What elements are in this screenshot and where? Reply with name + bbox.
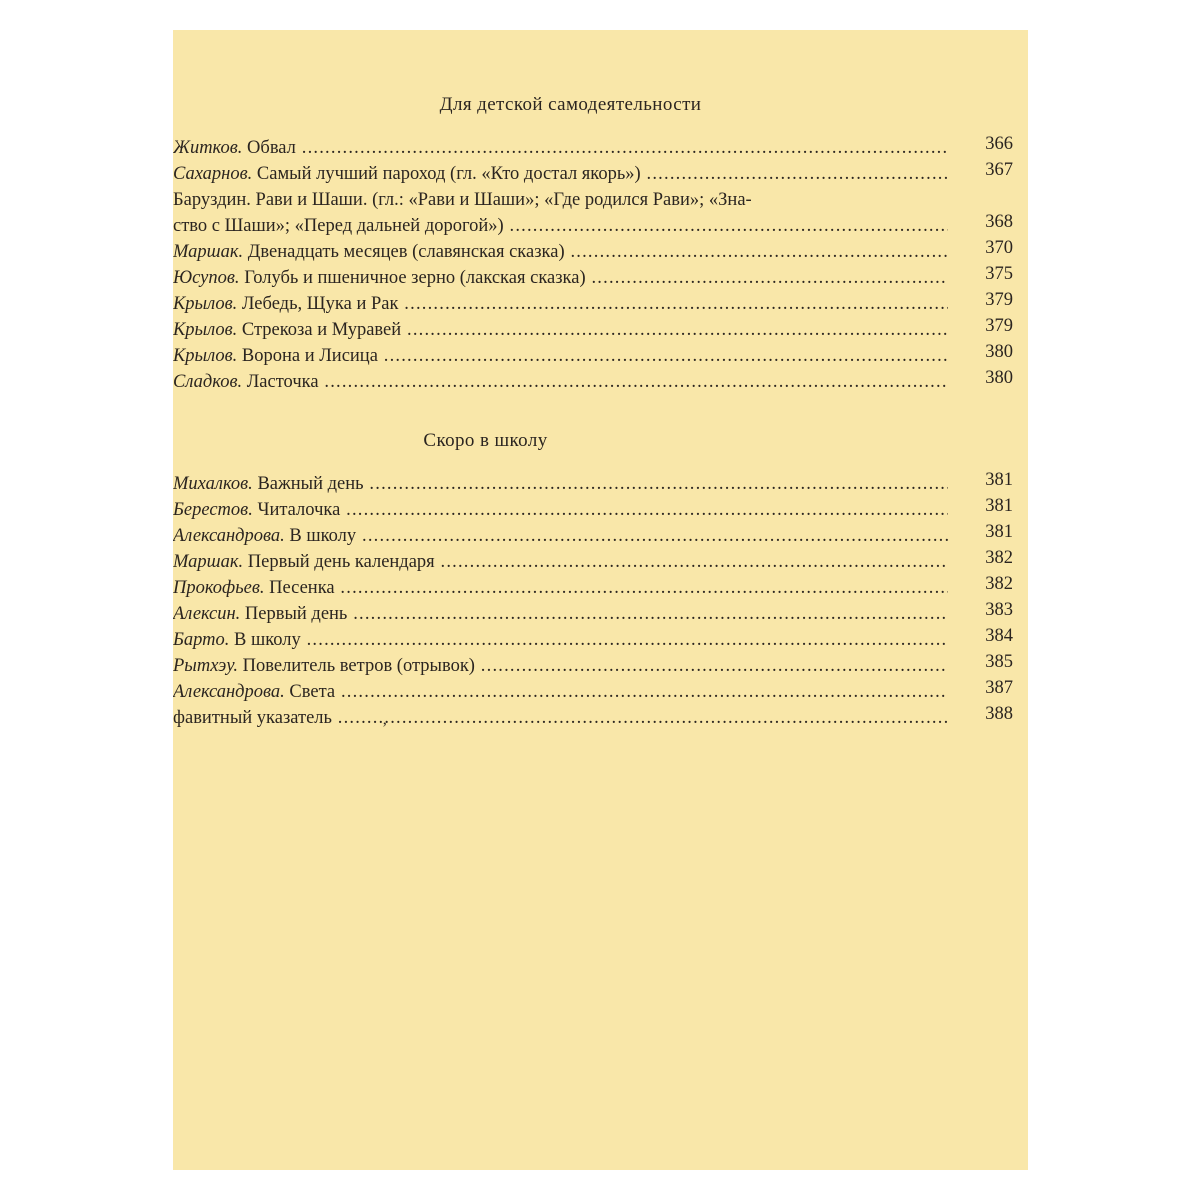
entry-page-number: 381 xyxy=(985,496,1013,516)
entry-page-number: 380 xyxy=(985,368,1013,388)
toc-list xyxy=(173,135,1023,395)
entry-page-number: 375 xyxy=(985,264,1013,284)
toc-entry xyxy=(173,265,1023,291)
entry-page-number: 370 xyxy=(985,238,1013,258)
entry-title: Важный день xyxy=(257,474,364,494)
entry-author: Алексин. xyxy=(173,604,241,624)
entry-author: Сладков. xyxy=(173,372,243,392)
entry-page-number: 382 xyxy=(985,548,1013,568)
entry-author: Берестов. xyxy=(173,500,253,520)
toc-entry xyxy=(173,369,1023,395)
toc-entry xyxy=(173,161,1023,187)
entry-title: Света xyxy=(289,682,336,702)
entry-author: Крылов. xyxy=(173,346,238,366)
entry-author: Барто. xyxy=(173,630,230,650)
toc-entry xyxy=(173,679,1023,705)
entry-title: Ласточка xyxy=(246,372,319,392)
print-speck: ʼ xyxy=(382,720,388,737)
entry-author: Александрова. xyxy=(173,526,285,546)
toc-entry xyxy=(173,317,1023,343)
entry-title: Двенадцать месяцев (славянская сказка) xyxy=(247,242,565,262)
entry-title: В школу xyxy=(289,526,357,546)
entry-title: Самый лучший пароход (гл. «Кто достал якорь») xyxy=(256,164,641,184)
entry-title: Читалочка xyxy=(257,500,341,520)
entry-title: Обвал xyxy=(247,138,296,158)
entry-page-number: 380 xyxy=(985,342,1013,362)
toc-entry xyxy=(173,291,1023,317)
entry-page-number: 385 xyxy=(985,652,1013,672)
entry-title: Первый день календаря xyxy=(247,552,435,572)
entry-author: Александрова. xyxy=(173,682,285,702)
entry-author: Михалков. xyxy=(173,474,253,494)
entry-title: Песенка xyxy=(269,578,335,598)
entry-page-number: 383 xyxy=(985,600,1013,620)
section-title: Для детской самодеятельности xyxy=(439,94,702,115)
toc-list xyxy=(173,471,1023,731)
toc-entry xyxy=(173,523,1023,549)
toc-entry xyxy=(173,135,1023,161)
entry-author: Крылов. xyxy=(173,320,238,340)
entry-author: Сахарнов. xyxy=(173,164,253,184)
entry-page-number: 367 xyxy=(985,160,1013,180)
entry-page-number: 381 xyxy=(985,470,1013,490)
entry-title: ство с Шаши»; «Перед дальней дорогой») xyxy=(173,216,504,236)
entry-author: Прокофьев. xyxy=(173,578,265,598)
book-page xyxy=(173,30,1028,1170)
entry-author: Рытхэу. xyxy=(173,656,238,676)
entry-page-number: 381 xyxy=(985,522,1013,542)
toc-entry xyxy=(173,653,1023,679)
entry-title: Голубь и пшеничное зерно (лакская сказка) xyxy=(244,268,586,288)
entry-author: Юсупов. xyxy=(173,268,240,288)
toc-entry xyxy=(173,549,1023,575)
toc-entry xyxy=(173,705,1023,731)
entry-title: В школу xyxy=(234,630,301,650)
entry-page-number: 388 xyxy=(985,704,1013,724)
entry-title: Ворона и Лисица xyxy=(241,346,378,366)
toc-entry xyxy=(173,575,1023,601)
entry-page-number: 379 xyxy=(985,290,1013,310)
entry-page-number: 382 xyxy=(985,574,1013,594)
entry-page-number: 366 xyxy=(985,134,1013,154)
toc-entry xyxy=(173,187,1023,213)
entry-page-number: 384 xyxy=(985,626,1013,646)
entry-author: Маршак. xyxy=(173,552,244,572)
entry-title: Баруздин. Рави и Шаши. (гл.: «Рави и Шаши»; «Где родился Рави»; «Зна- xyxy=(173,190,752,210)
entry-title: Повелитель ветров (отрывок) xyxy=(242,656,475,676)
entry-page-number: 379 xyxy=(985,316,1013,336)
entry-author: Крылов. xyxy=(173,294,238,314)
entry-title: фавитный указатель xyxy=(173,708,332,728)
entry-title: Стрекоза и Муравей xyxy=(241,320,402,340)
toc-entry xyxy=(173,213,1023,239)
toc-entry xyxy=(173,627,1023,653)
entry-title: Первый день xyxy=(244,604,348,624)
section-title: Скоро в школу xyxy=(423,430,548,451)
entry-author: Житков. xyxy=(173,138,243,158)
entry-title: Лебедь, Щука и Рак xyxy=(241,294,399,314)
entry-page-number: 387 xyxy=(985,678,1013,698)
toc-entry xyxy=(173,239,1023,265)
toc-entry xyxy=(173,601,1023,627)
toc-entry xyxy=(173,343,1023,369)
toc-entry xyxy=(173,471,1023,497)
entry-page-number: 368 xyxy=(985,212,1013,232)
toc-entry xyxy=(173,497,1023,523)
entry-author: Маршак. xyxy=(173,242,244,262)
